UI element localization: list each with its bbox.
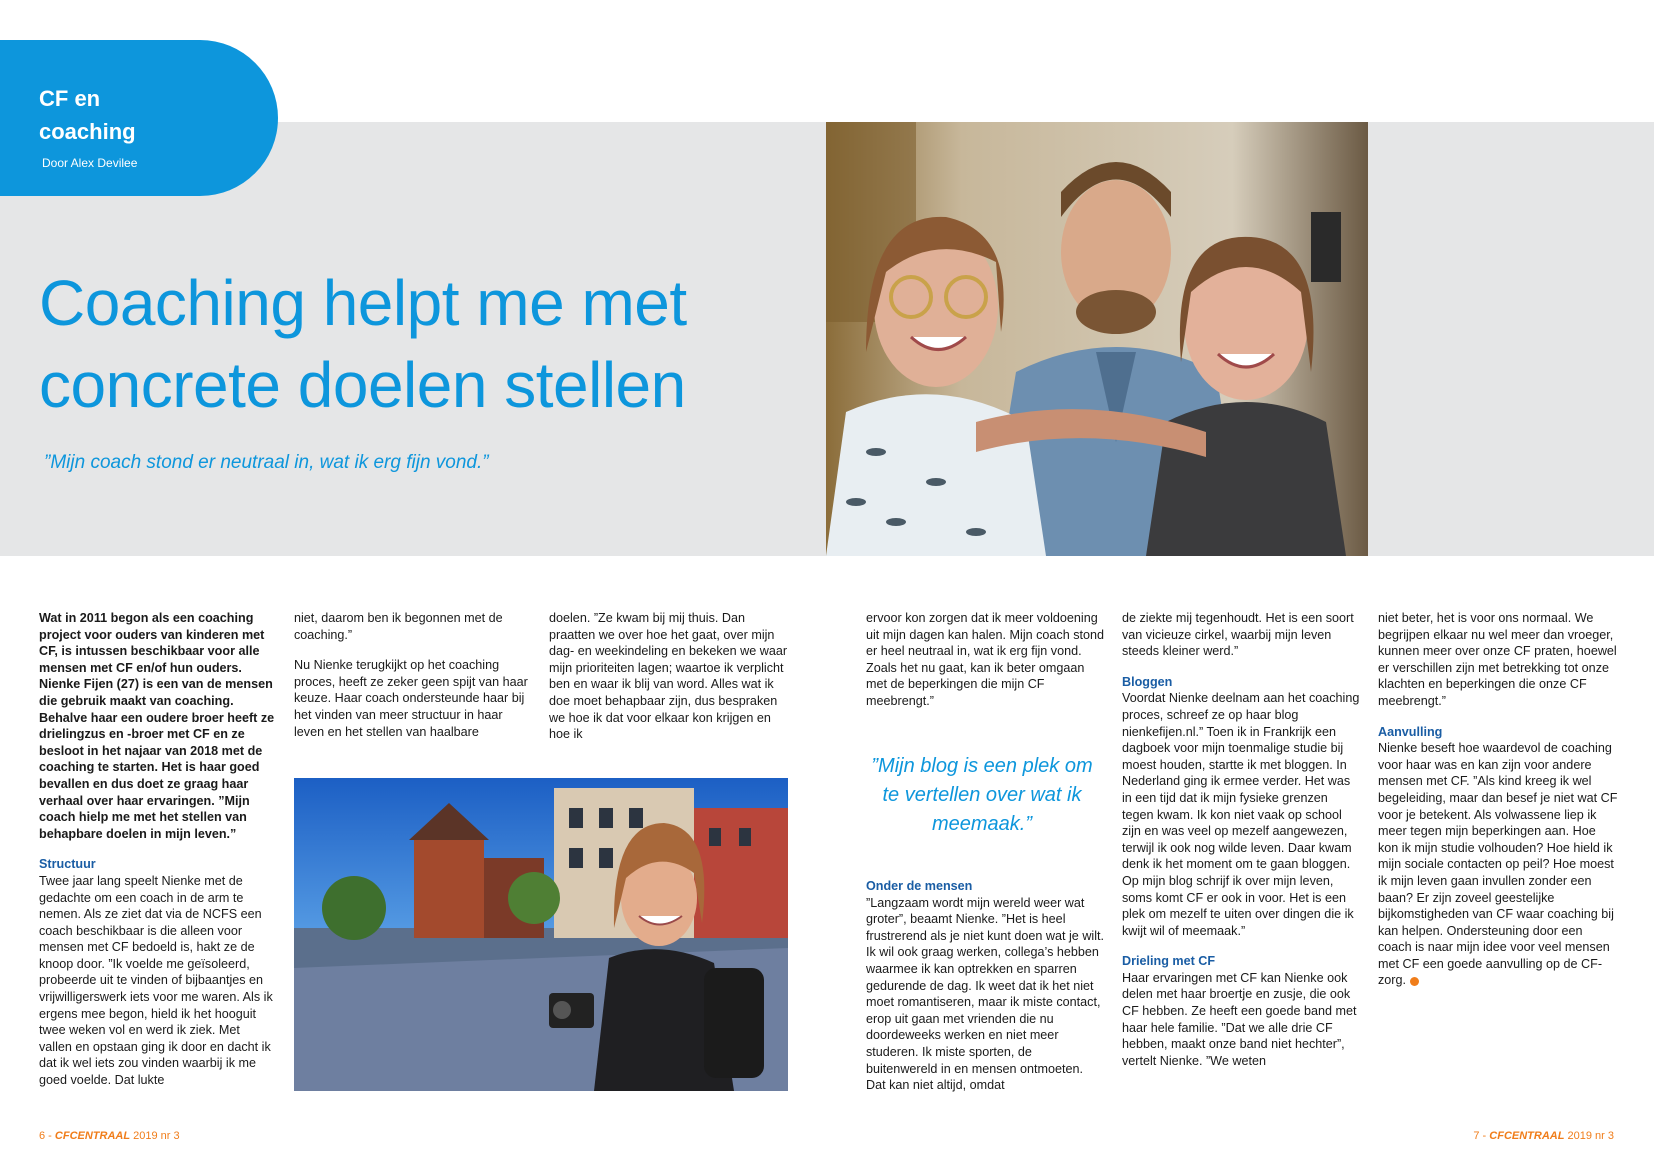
paragraph: niet beter, het is voor ons normaal. We begrijpen elkaar nu wel meer dan vroeger, kunnen meer over onze CF praten, hoewel er verschillen zijn met betrekking tot onze klachten en beperkingen die onze CF meebrengt.” bbox=[1378, 611, 1617, 708]
subhead-aanvulling: Aanvulling bbox=[1378, 724, 1443, 739]
paragraph bbox=[1378, 740, 1618, 989]
footer-right bbox=[1473, 1130, 1614, 1142]
paragraph: ”Langzaam wordt mijn wereld weer wat groter”, beaamt Nienke. ”Het is heel frustrerend als je niet kunt doen wat je wilt. Ik wil ook graag werken, collega’s hebben waarmee ik kan optrekken en sparren gedurende de dag. Ik weet dat ik het niet moet romantiseren, maar ik miste contact, erop uit gaan met vrienden die nu doordeweeks werken en niet meer studeren. Ik miste sporten, de buitenwereld in en mensen ontmoeten. Dat kan niet altijd, omdat bbox=[866, 895, 1105, 1093]
subhead-onder-de-mensen: Onder de mensen bbox=[866, 879, 973, 893]
end-mark-icon bbox=[1410, 977, 1419, 986]
hero-photo bbox=[826, 122, 1368, 556]
paragraph: doelen. ”Ze kwam bij mij thuis. Dan praatten we over hoe het gaat, over mijn dag- en weekindeling en bekeken we waar mijn prioriteiten lagen; waartoe ik verplicht ben en waar ik blij van word. Alles wat ik doe moet behapbaar zijn, dus bespraken we hoe ik dat voor elkaar kon krijgen en hoe ik bbox=[549, 611, 788, 742]
column-3 bbox=[549, 610, 789, 757]
section-tab bbox=[0, 40, 278, 196]
paragraph: niet, daarom ben ik begonnen met de coaching.” bbox=[294, 611, 503, 642]
subhead-structuur: Structuur bbox=[39, 857, 96, 872]
headline: Coaching helpt me met concrete doelen stellen bbox=[39, 267, 687, 421]
closing-text: Nienke beseft hoe waardevol de coaching voor haar was en kan zijn voor andere mensen met CF. ”Als kind kreeg ik wel begeleiding, maar dan besef je niet wat CF voor je betekent. Als volwassene liep ik meer tegen mijn beperkingen aan. Hoe kon ik mijn studie volhouden? Hoe hield ik mijn sociale contacten op peil? Hoe moest ik mijn leven gaan invullen zonder een baan? Er zijn zoveel geestelijke bijkomstigheden van CF waar coaching bij kan helpen. Ondersteuning door een coach is naar mijn idee voor veel mensen met CF een goede aanvulling op de CF-zorg. bbox=[1378, 741, 1618, 988]
column-5 bbox=[1122, 610, 1360, 1083]
page-number-left: 6 - bbox=[39, 1130, 52, 1142]
issue-label: 2019 nr 3 bbox=[133, 1130, 180, 1142]
paragraph: Nu Nienke terugkijkt op het coaching proces, heeft ze zeker geen spijt van haar keuze. Haar coach ondersteunde haar bij het vinden van meer structuur in haar leven en het stellen van haalbare bbox=[294, 658, 528, 739]
column-4-lower bbox=[866, 878, 1106, 1108]
paragraph: Haar ervaringen met CF kan Nienke ook delen met haar broertje en zusje, die ook CF hebben. Ze heeft een goede band met haar hele familie. ”Dat we alle drie CF hebben, maakt onze band niet hechter”, vertelt Nienke. ”We weten bbox=[1122, 970, 1357, 1068]
byline: Door Alex Devilee bbox=[42, 156, 138, 170]
pull-quote: ”Mijn blog is een plek om te vertellen over wat ik meemaak.” bbox=[871, 755, 1093, 835]
column-6 bbox=[1378, 610, 1618, 1003]
subhead-bloggen: Bloggen bbox=[1122, 674, 1173, 689]
paragraph: Voordat Nienke deelnam aan het coaching proces, schreef ze op haar blog nienkefijen.nl.” Toen ik in Frankrijk een dagboek voor mijn toenmalige studie bij moest houden, startte ik met bloggen. In Nederland ging ik ermee verder. Het was in een tijd dat ik mijn fysieke grenzen tegen kwam. Ik kon niet vaak op school zijn en was veel op mezelf aangewezen, terwijl ik ook nog wilde leven. Daar kwam denk ik het moment om te gaan bloggen. Op mijn blog schrijf ik over mijn leven, soms komt CF er ook in voor. Het is een plek om mezelf te uiten over dingen die ik kwijt wil of meemaak.” bbox=[1122, 691, 1360, 938]
column-4 bbox=[866, 610, 1106, 724]
subhead-drieling: Drieling met CF bbox=[1122, 954, 1216, 969]
town-photo bbox=[294, 778, 788, 1091]
paragraph: Twee jaar lang speelt Nienke met de gedachte om een coach in de arm te nemen. Als ze ziet dat via de NCFS een coach beschikbaar is die alleen voor mensen met CF bedoeld is, hakt ze de knoop door. ”Ik voelde me geïsoleerd, probeerde uit te vinden of bijbaantjes en vrijwilligerswerk iets voor me waren. Als ik ergens mee begon, hield ik het hooguit twee weken vol en werd ik ziek. Met vallen en opstaan ging ik door en dacht ik dat ik wel iets zou vinden waarbij ik me goed voelde. Dat lukte bbox=[39, 873, 273, 1088]
paragraph: ervoor kon zorgen dat ik meer voldoening uit mijn dagen kan halen. Mijn coach stond er heel neutraal in, wat ik erg fijn vond. Zoals het nu gaat, kan ik beter omgaan met de beperkingen die mijn CF meebrengt.” bbox=[866, 611, 1105, 708]
hero-quote: ”Mijn coach stond er neutraal in, wat ik erg fijn vond.” bbox=[44, 452, 489, 473]
issue-label: 2019 nr 3 bbox=[1567, 1130, 1614, 1142]
column-1 bbox=[39, 610, 275, 1103]
footer-left bbox=[39, 1130, 180, 1142]
paragraph: de ziekte mij tegenhoudt. Het is een soort van vicieuze cirkel, waarbij mijn leven steeds kleiner werd.” bbox=[1122, 611, 1354, 659]
brand-logo: CFCENTRAAL bbox=[1489, 1130, 1565, 1142]
brand-logo: CFCENTRAAL bbox=[54, 1130, 131, 1142]
intro-paragraph: Wat in 2011 begon als een coaching project voor ouders van kinderen met CF, is intussen beschikbaar voor alle mensen met CF en/of hun ouders. Nienke Fijen (27) is een van de mensen die gebruik maakt van coaching. Behalve haar een oudere broer heeft ze drielingzus en -broer met CF en ze besloot in het najaar van 2018 met de coaching te starten. Het is haar goed bevallen en dus doet ze graag haar verhaal over haar ervaringen. ”Mijn coach hielp me met het stellen van behapbare doelen in mijn leven.” bbox=[39, 611, 275, 841]
page-number-right: 7 - bbox=[1473, 1130, 1487, 1142]
section-title: CF en coaching bbox=[39, 86, 136, 144]
column-2 bbox=[294, 610, 530, 754]
